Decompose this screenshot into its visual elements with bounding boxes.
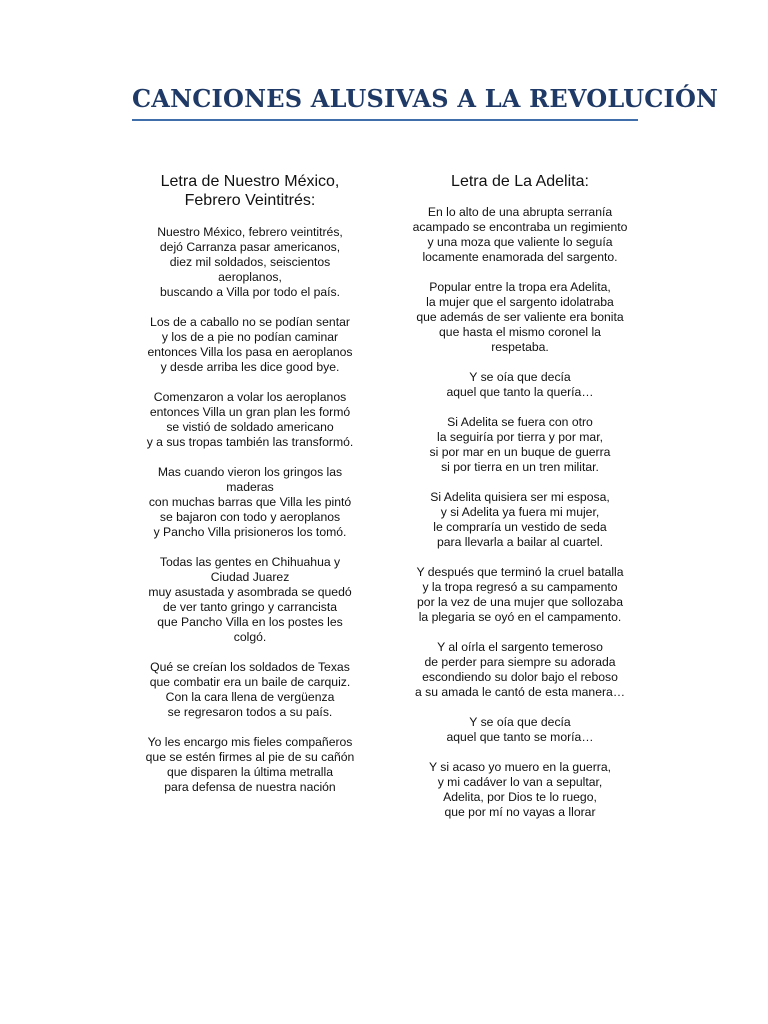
lyric-line: Comenzaron a volar los aeroplanos (153, 390, 347, 404)
stanza (128, 555, 372, 645)
lyric-line: Y si acaso yo muero en la guerra, (428, 760, 611, 774)
lyric-line: entonces Villa un gran plan les formó (149, 405, 351, 419)
lyric-line: le compraría un vestido de seda (433, 520, 607, 534)
lyric-line: Nuestro México, febrero veintitrés, (157, 225, 343, 239)
lyric-line: acampado se encontraba un regimiento (412, 220, 628, 234)
lyric-line: Con la cara llena de vergüenza (165, 690, 335, 704)
left-song-title-line: Letra de Nuestro México, (160, 173, 340, 190)
lyric-line: que combatir era un baile de carquiz. (149, 675, 351, 689)
lyric-line: y mi cadáver lo van a sepultar, (437, 775, 603, 789)
lyric-line: y los de a pie no podían caminar (161, 330, 339, 344)
stanza (398, 715, 642, 745)
lyric-line: para defensa de nuestra nación (164, 780, 336, 794)
lyric-line: aquel que tanto se moría… (446, 730, 594, 744)
lyric-line: Y se oía que decía (469, 370, 571, 384)
lyric-line: locamente enamorada del sargento. (422, 250, 618, 264)
stanza (398, 415, 642, 475)
lyric-line: Qué se creían los soldados de Texas (150, 660, 350, 674)
stanza (398, 640, 642, 700)
lyric-line: y si Adelita ya fuera mi mujer, (440, 505, 600, 519)
lyric-line: Popular entre la tropa era Adelita, (429, 280, 611, 294)
lyric-line: la seguiría por tierra y por mar, (437, 430, 603, 444)
lyric-line: colgó. (233, 630, 267, 644)
lyric-line: escondiendo su dolor bajo el reboso (422, 670, 618, 684)
left-song-title-line: Febrero Veintitrés: (184, 192, 316, 209)
lyric-line: En lo alto de una abrupta serranía (427, 205, 613, 219)
lyric-line: diez mil soldados, seiscientos (169, 255, 331, 269)
right-song-column (398, 172, 642, 835)
lyric-line: aquel que tanto la quería… (446, 385, 594, 399)
lyric-line: respetaba. (491, 340, 549, 354)
lyric-line: Y se oía que decía (469, 715, 571, 729)
left-song-lyrics (128, 225, 372, 795)
lyric-line: se regresaron todos a su país. (167, 705, 333, 719)
left-song-title (128, 172, 372, 210)
lyric-line: de ver tanto gringo y carrancista (162, 600, 338, 614)
lyric-line: la mujer que el sargento idolatraba (426, 295, 614, 309)
right-song-lyrics (398, 205, 642, 820)
lyric-line: y la tropa regresó a su campamento (422, 580, 618, 594)
stanza (398, 760, 642, 820)
lyric-line: que por mí no vayas a llorar (444, 805, 596, 819)
lyric-line: se bajaron con todo y aeroplanos (159, 510, 341, 524)
lyric-line: con muchas barras que Villa les pintó (148, 495, 352, 509)
lyric-line: Y después que terminó la cruel batalla (416, 565, 624, 579)
lyric-line: Si Adelita se fuera con otro (447, 415, 593, 429)
lyric-line: maderas (226, 480, 274, 494)
lyric-line: que disparen la última metralla (167, 765, 333, 779)
lyric-line: Y al oírla el sargento temeroso (437, 640, 603, 654)
title-underline (132, 119, 638, 121)
stanza (128, 315, 372, 375)
lyric-line: de perder para siempre su adorada (424, 655, 616, 669)
lyric-line: para llevarla a bailar al cuartel. (437, 535, 603, 549)
stanza (398, 370, 642, 400)
right-song-title-text: Letra de La Adelita (451, 173, 585, 190)
lyric-line: que se estén firmes al pie de su cañón (145, 750, 355, 764)
stanza (128, 465, 372, 540)
lyric-line: dejó Carranza pasar americanos, (159, 240, 341, 254)
lyric-line: Si Adelita quisiera ser mi esposa, (430, 490, 610, 504)
stanza (128, 735, 372, 795)
lyric-line: se vistió de soldado americano (166, 420, 334, 434)
lyric-line: Todas las gentes en Chihuahua y (159, 555, 341, 569)
lyric-line: muy asustada y asombrada se quedó (148, 585, 352, 599)
lyric-line: que además de ser valiente era bonita (416, 310, 624, 324)
lyric-line: y a sus tropas también las transformó. (146, 435, 354, 449)
lyric-line: Adelita, por Dios te lo ruego, (443, 790, 597, 804)
lyric-line: si por tierra en un tren militar. (441, 460, 599, 474)
stanza (398, 205, 642, 265)
lyric-line: Mas cuando vieron los gringos las (157, 465, 343, 479)
stanza (398, 490, 642, 550)
lyric-line: por la vez de una mujer que sollozaba (417, 595, 623, 609)
stanza (398, 280, 642, 355)
stanza (128, 390, 372, 450)
page-title: CANCIONES ALUSIVAS A LA REVOLUCIÓN (132, 84, 719, 113)
lyric-line: y Pancho Villa prisioneros los tomó. (153, 525, 347, 539)
lyric-line: buscando a Villa por todo el país. (159, 285, 340, 299)
lyric-line: que hasta el mismo coronel la (439, 325, 601, 339)
lyric-line: y desde arriba les dice good bye. (160, 360, 340, 374)
lyric-line: Los de a caballo no se podían sentar (150, 315, 350, 329)
lyric-line: y una moza que valiente lo seguía (427, 235, 613, 249)
right-song-title-colon: : (584, 173, 589, 190)
right-song-title (398, 172, 642, 191)
stanza (128, 660, 372, 720)
stanza (398, 565, 642, 625)
stanza (128, 225, 372, 300)
lyric-line: Ciudad Juarez (210, 570, 290, 584)
lyric-line: entonces Villa los pasa en aeroplanos (147, 345, 353, 359)
lyric-line: que Pancho Villa en los postes les (157, 615, 343, 629)
left-song-column (128, 172, 372, 810)
lyric-line: Yo les encargo mis fieles compañeros (147, 735, 353, 749)
lyric-line: la plegaria se oyó en el campamento. (418, 610, 622, 624)
lyric-line: aeroplanos, (218, 270, 282, 284)
lyric-line: a su amada le cantó de esta manera… (414, 685, 626, 699)
lyric-line: si por mar en un buque de guerra (429, 445, 611, 459)
